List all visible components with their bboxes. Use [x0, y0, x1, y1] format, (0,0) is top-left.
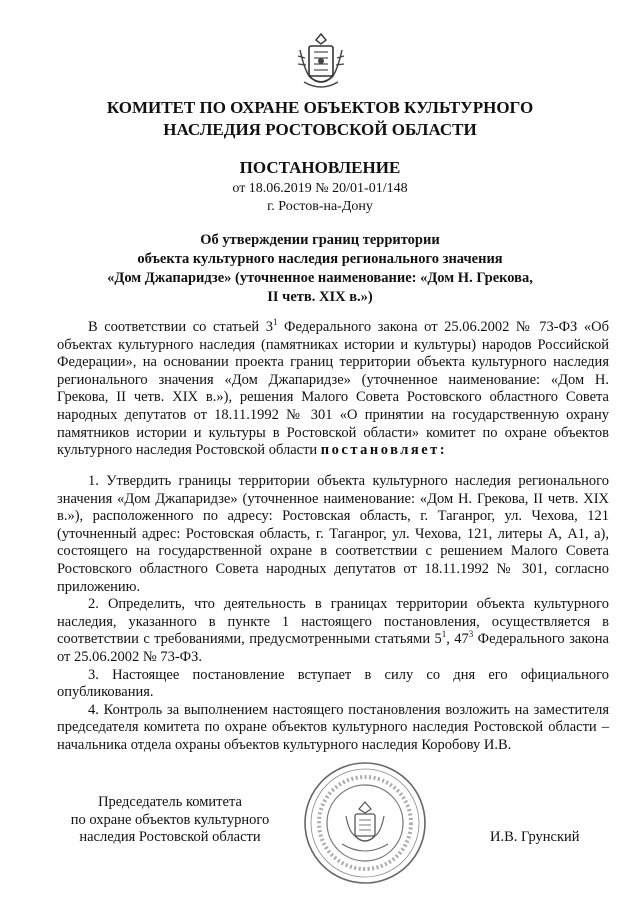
- resolution-items: [57, 473, 609, 755]
- signatory-position-line2: по охране объектов культурного: [70, 811, 270, 828]
- item-3: 3. Настоящее постановление вступает в силу со дня его официального опубликования.: [57, 666, 609, 701]
- subject-line2: объекта культурного наследия регионального значения: [137, 251, 503, 267]
- document-type: ПОСТАНОВЛЕНИЕ: [239, 158, 401, 177]
- organization-name-line1: КОМИТЕТ ПО ОХРАНЕ ОБЪЕКТОВ КУЛЬТУРНОГО: [106, 98, 534, 117]
- signatory-position-line3: наследия Ростовской области: [79, 829, 261, 846]
- preamble-text-1: В соответствии со статьей 3: [88, 319, 273, 335]
- item-4: 4. Контроль за выполнением настоящего постановления возложить на заместителя председателя комитета по охране объектов культурного наследия Ростовской области – начальника отдела охраны объектов культурного наследия Коробову И.В.: [57, 701, 609, 753]
- coat-of-arms-icon: [296, 30, 346, 94]
- signatory-position: [60, 794, 280, 847]
- item-2-text-c: Федерального закона от 25.06.2002 № 73-ФЗ.: [57, 631, 609, 665]
- document-subject: [60, 231, 580, 307]
- preamble-paragraph: [57, 319, 609, 460]
- preamble: [57, 319, 609, 460]
- item-2: [57, 596, 609, 666]
- organization-name: [60, 97, 580, 141]
- date-number: от 18.06.2019 № 20/01-01/148: [232, 181, 408, 196]
- item-2-text-a: 2. Определить, что деятельность в границах территории объекта культурного наследия, указанного в пункте 1 настоящего постановления, осуществляется в соответствии с требованиями, предусмотренными статьями 5: [57, 596, 609, 648]
- item-1: 1. Утвердить границы территории объекта культурного наследия регионального значения «Дом Джапаридзе» (уточненное наименование: «Дом Н. Грекова, II четв. XIX в.»), расположенного по адресу: Ростовская область, г. Таганрог, ул. Чехова, 121 (уточненный адрес: Ростовская область, г. Таганрог, ул. Чехова, 121, литеры А, А1, а), состоящего на государственной охране в соответствии с решением Малого Совета Ростовского областного Совета народных депутатов от 18.11.1992 № 301, согласно приложению.: [57, 473, 609, 595]
- resolves-word: постановляет:: [320, 442, 448, 459]
- subject-line3: «Дом Джапаридзе» (уточненное наименование: «Дом Н. Грекова,: [107, 270, 533, 286]
- item-2-sup-2: 3: [468, 629, 474, 640]
- preamble-text-2: Федерального закона от 25.06.2002 № 73-ФЗ «Об объектах культурного наследия (памятниках истории и культуры) народов Российской Федерации», на основании проекта границ территории объекта культурного наследия регионального значения «Дом Джапаридзе» (уточненное наименование: «Дом Н. Грекова, II четв. XIX в.»), решения Малого Совета Ростовского областного Совета народных депутатов от 18.11.1992 № 301 «О принятии на государственную охрану памятников истории и культуры в Ростовской области» комитет по охране объектов культурного наследия Ростовской области: [57, 319, 609, 459]
- organization-name-line2: НАСЛЕДИЯ РОСТОВСКОЙ ОБЛАСТИ: [163, 120, 477, 139]
- subject-line1: Об утверждении границ территории: [200, 232, 440, 248]
- city: г. Ростов-на-Дону: [267, 199, 373, 214]
- preamble-sup: 1: [272, 317, 278, 328]
- item-2-text-b: , 47: [446, 631, 469, 648]
- subject-line4: II четв. XIX в.»): [267, 289, 373, 305]
- signatory-name: И.В. Грунский: [490, 829, 580, 845]
- signatory-position-line1: Председатель комитета: [98, 794, 242, 810]
- official-seal-icon: [302, 760, 428, 886]
- item-2-sup-1: 1: [441, 629, 447, 640]
